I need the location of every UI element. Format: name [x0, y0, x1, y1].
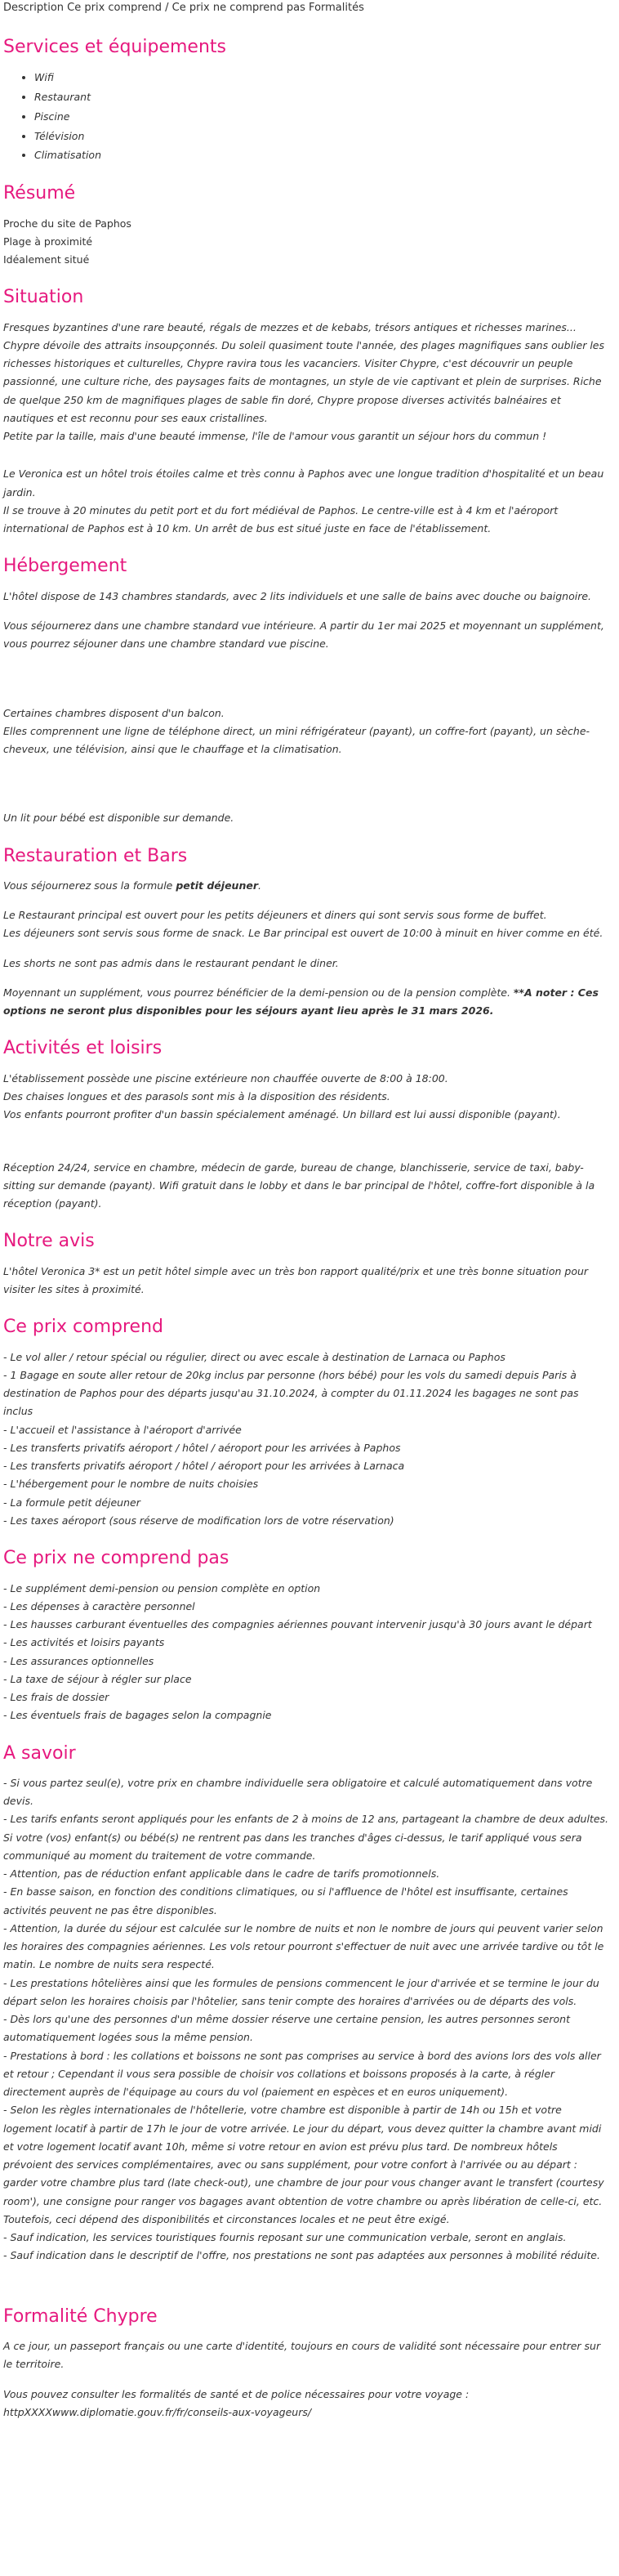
list-item: - En basse saison, en fonction des conditions climatiques, ou si l'affluence de l'hôtel est insuffisante, certaines activités peuvent ne pas être disponibles. [3, 1885, 568, 1916]
ne-comprend-list [3, 1580, 609, 1725]
activites-paragraph: Des chaises longues et des parasols sont mis à la disposition des résidents. [3, 1090, 390, 1103]
restauration-title: Restauration et Bars [3, 845, 188, 866]
list-item: - Selon les règles internationales de l'hôtellerie, votre chambre est disponible à partir de 14h ou 15h et votre logement locatif à partir de 17h le jour de votre arrivée. Le jour du départ, vous devez quitter la chambre avant midi et votre logement locatif avant 10h, même si votre retour en avion est prévu plus tard. De nombreux hôtels prévoient des services complémentaires, avec ou sans supplément, pour votre confort à l'arrivée ou au départ : garder votre chambre plus tard (late check-out), une chambre de jour pour vous changer avant le transfert (courtesy room'), une consigne pour ranger vos bagages avant obtention de votre chambre ou après libération de celle-ci, etc. Toutefois, ceci dépend des disponibilités et circonstances locales et ne peut être exigé. [3, 2104, 604, 2225]
resume-line: Idéalement situé [3, 253, 90, 266]
hebergement-section [3, 588, 609, 828]
breadcrumb: Description Ce prix comprend / Ce prix ne comprend pas Formalités [3, 2, 364, 14]
list-item: - Si vous partez seul(e), votre prix en chambre individuelle sera obligatoire et calculé automatiquement dans votre devis. [3, 1776, 593, 1808]
list-item: - Les prestations hôtelières ainsi que les formules de pensions commencent le jour d'arrivée et se termine le jour du départ selon les horaires choisis par l'hôtelier, sans tenir compte des horaires d'arrivées ou de départs des vols. [3, 1976, 599, 2007]
list-item: • Télévision [34, 127, 609, 146]
savoir-title: A savoir [3, 1742, 76, 1764]
list-item: • Restaurant [34, 87, 609, 107]
hebergement-title: Hébergement [3, 556, 127, 577]
activites-paragraph: Réception 24/24, service en chambre, médecin de garde, bureau de change, blanchisserie, service de taxi, baby-sitting sur demande (payant). Wifi gratuit dans le lobby et dans le bar principal de l'hôtel, coffre-fort disponible à la réception (payant). [3, 1161, 595, 1210]
list-item: - Prestations à bord : les collations et boissons ne sont pas comprises au service à bord des avions lors des vols aller et retour ; Cependant il vous sera possible de choisir vos collations et boissons proposés à la carte, à régler directement auprès de l'équipage au cours du vol (paiement en espèces et en euros uniquement). [3, 2049, 601, 2099]
activites-title: Activités et loisirs [3, 1038, 163, 1059]
list-item: - Les transferts privatifs aéroport / hôtel / aéroport pour les arrivées à Larnaca [3, 1460, 405, 1473]
restauration-paragraph [3, 877, 609, 895]
hebergement-paragraph: Un lit pour bébé est disponible sur demande. [3, 812, 234, 825]
list-item: - Les hausses carburant éventuelles des compagnies aériennes pouvant intervenir jusqu'à 30 jours avant le départ [3, 1618, 592, 1631]
restauration-paragraph: Les shorts ne sont pas admis dans le restaurant pendant le diner. [3, 956, 339, 969]
restauration-text: Moyennant un supplément, vous pourrez bénéficier de la demi-pension ou de la pension complète. [3, 986, 514, 999]
restauration-text: . [258, 879, 261, 892]
ne-comprend-title: Ce prix ne comprend pas [3, 1548, 229, 1569]
list-item: - Les activités et loisirs payants [3, 1636, 165, 1649]
avis-section [3, 1263, 609, 1299]
hebergement-paragraph: L'hôtel dispose de 143 chambres standards, avec 2 lits individuels et une salle de bains avec douche ou baignoire. [3, 589, 592, 602]
equipements-title: Services et équipements [3, 37, 226, 57]
restauration-section [3, 877, 609, 1021]
savoir-list [3, 1774, 609, 2265]
list-item: • Piscine [34, 107, 609, 127]
list-item: - La formule petit déjeuner [3, 1496, 140, 1509]
hebergement-paragraph: Certaines chambres disposent d'un balcon. [3, 706, 225, 719]
resume-section [3, 215, 609, 270]
list-item: • Wifi [34, 68, 609, 87]
list-item: - 1 Bagage en soute aller retour de 20kg inclus par personne (hors bébé) pour les vols du samedi depuis Paris à destination de Paphos pour des départs jusqu'au 31.10.2024, à compter du 01.11.2024 les bagages ne sont pas inclus [3, 1368, 579, 1418]
formalite-link[interactable]: httpXXXXwww.diplomatie.gouv.fr/fr/conseils-aux-voyageurs/ [3, 2405, 312, 2418]
activites-paragraph: Vos enfants pourront profiter d'un bassin spécialement aménagé. Un billard est lui aussi disponible (payant). [3, 1108, 561, 1121]
activites-paragraph: L'établissement possède une piscine extérieure non chauffée ouverte de 8:00 à 18:00. [3, 1071, 448, 1085]
list-item: - L'hébergement pour le nombre de nuits choisies [3, 1478, 259, 1491]
situation-section [3, 319, 609, 539]
formalite-paragraph: A ce jour, un passeport français ou une carte d'identité, toujours en cours de validité sont nécessaire pour entrer sur le territoire. [3, 2340, 601, 2371]
list-item: - Sauf indication, les services touristiques fournis reposant sur une communication verbale, seront en anglais. [3, 2231, 567, 2244]
list-item: - Les transferts privatifs aéroport / hôtel / aéroport pour les arrivées à Paphos [3, 1441, 401, 1454]
restauration-formula: petit déjeuner [176, 879, 258, 892]
restauration-paragraph: Les déjeuners sont servis sous forme de snack. Le Bar principal est ouvert de 10:00 à minuit en hiver comme en été. [3, 927, 603, 940]
formalite-paragraph: Vous pouvez consulter les formalités de santé et de police nécessaires pour votre voyage : [3, 2387, 470, 2400]
list-item: - Le vol aller / retour spécial ou régulier, direct ou avec escale à destination de Larnaca ou Paphos [3, 1350, 505, 1363]
situation-paragraph: Fresques byzantines d'une rare beauté, régals de mezzes et de kebabs, trésors antiques et richesses marines... Chypre dévoile des attraits insoupçonnés. Du soleil quasiment toute l'année, des plages magnifiques sans oublier les richesses historiques et culturelles, Chypre ravira tous les vacanciers. Visiter Chypre, c'est découvrir un peuple passionné, une culture riche, des paysages faits de montagnes, un style de vie captivant et plein de surprises. Riche de quelque 250 km de magnifiques plages de sable fin doré, Chypre propose diverses activités balnéaires et nautiques et est reconnu pour ses eaux cristallines. [3, 320, 605, 424]
list-item: - Les taxes aéroport (sous réserve de modification lors de votre réservation) [3, 1514, 394, 1527]
resume-line: Proche du site de Paphos [3, 217, 131, 230]
resume-title: Résumé [3, 183, 76, 204]
situation-paragraph: Il se trouve à 20 minutes du petit port et du fort médiéval de Paphos. Le centre-ville est à 4 km et l'aéroport international de Paphos est à 10 km. Un arrêt de bus est situé juste en face de l'établissement. [3, 503, 559, 535]
list-item: - Attention, pas de réduction enfant applicable dans le cadre de tarifs promotionnels. [3, 1867, 440, 1881]
situation-title: Situation [3, 287, 84, 308]
equipements-list [3, 68, 609, 165]
comprend-list [3, 1348, 609, 1531]
list-item: - La taxe de séjour à régler sur place [3, 1672, 192, 1685]
hebergement-paragraph: Elles comprennent une ligne de téléphone direct, un mini réfrigérateur (payant), un coffre-fort (payant), un sèche-cheveux, une télévision, ainsi que le chauffage et la climatisation. [3, 724, 590, 756]
avis-paragraph: L'hôtel Veronica 3* est un petit hôtel simple avec un très bon rapport qualité/prix et une très bonne situation pour visiter les sites à proximité. [3, 1264, 589, 1295]
list-item: - Les tarifs enfants seront appliqués pour les enfants de 2 à moins de 12 ans, partageant la chambre de deux adultes. Si votre (vos) enfant(s) ou bébé(s) ne rentrent pas dans les tranches d'âges ci-dessus, le tarif appliqué vous sera communiqué au moment du traitement de votre commande. [3, 1813, 609, 1862]
restauration-paragraph [3, 984, 609, 1021]
list-item: - Attention, la durée du séjour est calculée sur le nombre de nuits et non le nombre de jours qui peuvent varier selon les horaires des compagnies aériennes. Les vols retour pourront s'effectuer de nuit avec une arrivée tardive ou tôt le matin. Le nombre de nuits sera respecté. [3, 1921, 604, 1971]
restauration-paragraph: Le Restaurant principal est ouvert pour les petits déjeuners et diners qui sont servis sous forme de buffet. [3, 909, 547, 922]
list-item: - Les frais de dossier [3, 1691, 109, 1704]
formalite-section [3, 2337, 609, 2422]
restauration-text: Vous séjournerez sous la formule [3, 879, 176, 892]
hebergement-paragraph: Vous séjournerez dans une chambre standard vue intérieure. A partir du 1er mai 2025 et moyennant un supplément, vous pourrez séjouner dans une chambre standard vue piscine. [3, 619, 604, 651]
resume-line: Plage à proximité [3, 235, 93, 248]
list-item: - L'accueil et l'assistance à l'aéroport d'arrivée [3, 1423, 242, 1436]
restauration-note: **A noter : Ces options ne seront plus disponibles pour les séjours ayant lieu après le 31 mars 2026. [3, 986, 599, 1017]
list-item: - Le supplément demi-pension ou pension complète en option [3, 1581, 321, 1594]
comprend-title: Ce prix comprend [3, 1317, 163, 1338]
list-item: • Climatisation [34, 145, 609, 165]
list-item: - Sauf indication dans le descriptif de l'offre, nos prestations ne sont pas adaptées aux personnes à mobilité réduite. [3, 2249, 600, 2262]
list-item: - Les dépenses à caractère personnel [3, 1599, 195, 1612]
avis-title: Notre avis [3, 1231, 95, 1252]
activites-section [3, 1070, 609, 1214]
formalite-title: Formalité Chypre [3, 2305, 158, 2327]
situation-paragraph: Le Veronica est un hôtel trois étoiles calme et très connu à Paphos avec une longue tradition d'hospitalité et un beau jardin. [3, 467, 604, 499]
list-item: - Dès lors qu'une des personnes d'un même dossier réserve une certaine pension, les autres personnes seront automatiquement logées sous la même pension. [3, 2013, 570, 2044]
list-item: - Les éventuels frais de bagages selon la compagnie [3, 1709, 272, 1722]
situation-paragraph: Petite par la taille, mais d'une beauté immense, l'île de l'amour vous garantit un séjour hors du commun ! [3, 430, 547, 443]
list-item: - Les assurances optionnelles [3, 1654, 154, 1667]
